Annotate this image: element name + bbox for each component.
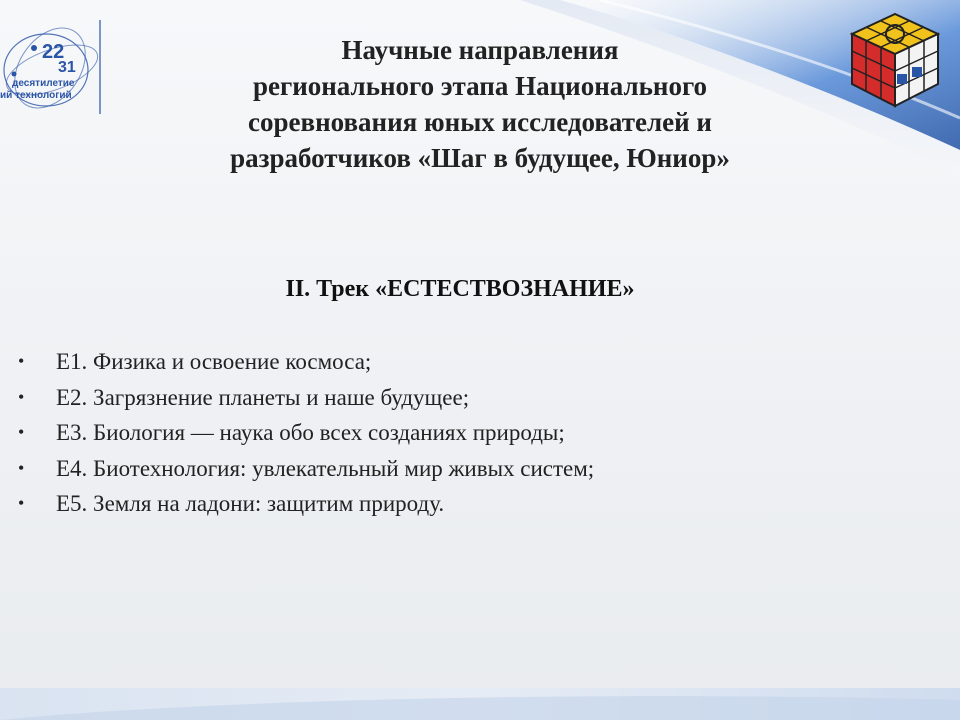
list-item bbox=[18, 344, 918, 380]
logo-number-22: 22 bbox=[42, 41, 65, 63]
page-title bbox=[120, 32, 840, 176]
decade-logo bbox=[0, 14, 104, 114]
list-item-text: Е2. Загрязнение планеты и наше будущее; bbox=[56, 384, 470, 410]
title-line-2: регионального этапа Национального bbox=[252, 71, 708, 101]
list-item bbox=[18, 451, 918, 487]
list-item bbox=[18, 380, 918, 416]
list-item-text: Е1. Физика и освоение космоса; bbox=[56, 349, 372, 374]
list-item-text: Е4. Биотехнология: увлекательный мир живых систем; bbox=[56, 455, 595, 481]
bullet-marker: • bbox=[18, 457, 25, 478]
list-item bbox=[18, 415, 918, 451]
title-line-4: разработчиков «Шаг в будущее, Юниор» bbox=[230, 143, 730, 173]
bullet-marker: • bbox=[18, 386, 25, 407]
list-item-text: Е3. Биология — наука обо всех созданиях природы; bbox=[56, 420, 565, 445]
track-title: II. Трек «ЕСТЕСТВОЗНАНИЕ» bbox=[285, 276, 635, 302]
bullet-marker: • bbox=[18, 351, 25, 371]
title-line-3: соревнования юных исследователей и bbox=[248, 107, 712, 137]
cube-logo bbox=[848, 12, 942, 108]
logo-text-bottom: ий технологий bbox=[0, 90, 72, 101]
list-item-text: Е5. Земля на ладони: защитим природу. bbox=[56, 491, 445, 516]
logo-number-31: 31 bbox=[58, 59, 76, 76]
list-item bbox=[18, 486, 918, 522]
title-line-1: Научные направления bbox=[341, 35, 619, 65]
logo-text-top: десятилетие bbox=[12, 78, 75, 89]
bullet-marker: • bbox=[18, 422, 25, 442]
bullet-marker: • bbox=[18, 493, 25, 513]
directions-list bbox=[18, 344, 918, 522]
